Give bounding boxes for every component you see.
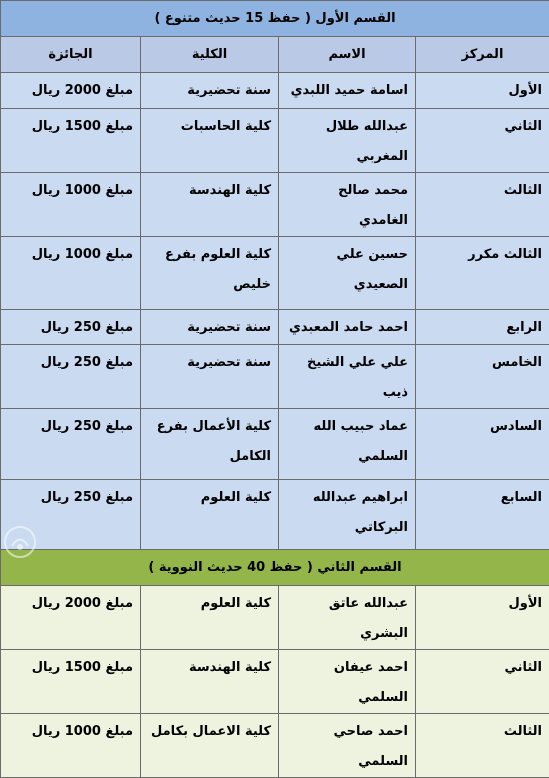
watermark-logo-icon [3, 525, 37, 559]
college-cell: كلية العلوم بفرع خليص [141, 237, 279, 310]
section2-title-row [1, 550, 549, 586]
rank-cell: الأول [416, 73, 549, 109]
rank-cell: الرابع [416, 310, 549, 345]
prize-cell: مبلغ 250 ريال [1, 345, 141, 409]
rank-cell: الثاني [416, 109, 549, 173]
table-row [1, 480, 549, 550]
name-cell: اسامة حميد اللبدي [279, 73, 416, 109]
college-cell: سنة تحضيرية [141, 73, 279, 109]
college-cell: سنة تحضيرية [141, 310, 279, 345]
rank-cell: الأول [416, 586, 549, 650]
section1-title: القسم الأول ( حفظ 15 حديث متنوع ) [1, 1, 549, 37]
name-cell: حسين علي الصعيدي [279, 237, 416, 310]
table-row [1, 73, 549, 109]
college-cell: سنة تحضيرية [141, 345, 279, 409]
rank-cell: الثالث مكرر [416, 237, 549, 310]
prize-cell: مبلغ 2000 ريال [1, 586, 141, 650]
rank-cell: السادس [416, 409, 549, 480]
header-prize: الجائزة [1, 37, 141, 73]
table-row [1, 310, 549, 345]
column-header-row [1, 37, 549, 73]
name-cell: احمد حامد المعبدي [279, 310, 416, 345]
name-cell: عبدالله طلال المغربي [279, 109, 416, 173]
table-row [1, 173, 549, 237]
name-cell: احمد صاحي السلمي [279, 714, 416, 778]
college-cell: كلية العلوم [141, 480, 279, 550]
rank-cell: الخامس [416, 345, 549, 409]
prize-cell: مبلغ 1500 ريال [1, 650, 141, 714]
table-row [1, 714, 549, 778]
prize-cell: مبلغ 1500 ريال [1, 109, 141, 173]
name-cell: ابراهيم عبدالله البركاتي [279, 480, 416, 550]
college-cell: كلية الاعمال بكامل [141, 714, 279, 778]
college-cell: كلية الهندسة [141, 173, 279, 237]
table-row [1, 237, 549, 310]
header-college: الكلية [141, 37, 279, 73]
section1-title-row [1, 1, 549, 37]
college-cell: كلية الأعمال بفرع الكامل [141, 409, 279, 480]
prize-cell: مبلغ 1000 ريال [1, 714, 141, 778]
rank-cell: السابع [416, 480, 549, 550]
rank-cell: الثالث [416, 714, 549, 778]
prize-cell: مبلغ 250 ريال [1, 310, 141, 345]
rank-cell: الثاني [416, 650, 549, 714]
table-row [1, 586, 549, 650]
college-cell: كلية الهندسة [141, 650, 279, 714]
name-cell: محمد صالح الغامدي [279, 173, 416, 237]
college-cell: كلية الحاسبات [141, 109, 279, 173]
prize-cell: مبلغ 1000 ريال [1, 237, 141, 310]
name-cell: علي علي الشيخ ذيب [279, 345, 416, 409]
prize-cell: مبلغ 1000 ريال [1, 173, 141, 237]
name-cell: عبدالله عاتق البشري [279, 586, 416, 650]
section2-title: القسم الثاني ( حفظ 40 حديث النووية ) [1, 550, 549, 586]
table-row [1, 109, 549, 173]
prize-cell: مبلغ 2000 ريال [1, 73, 141, 109]
prize-cell: مبلغ 250 ريال [1, 409, 141, 480]
name-cell: احمد عيفان السلمي [279, 650, 416, 714]
table-row [1, 409, 549, 480]
table-row [1, 650, 549, 714]
table-row [1, 345, 549, 409]
header-rank: المركز [416, 37, 549, 73]
header-name: الاسم [279, 37, 416, 73]
name-cell: عماد حبيب الله السلمي [279, 409, 416, 480]
rank-cell: الثالث [416, 173, 549, 237]
prize-cell: مبلغ 250 ريال [1, 480, 141, 550]
college-cell: كلية العلوم [141, 586, 279, 650]
